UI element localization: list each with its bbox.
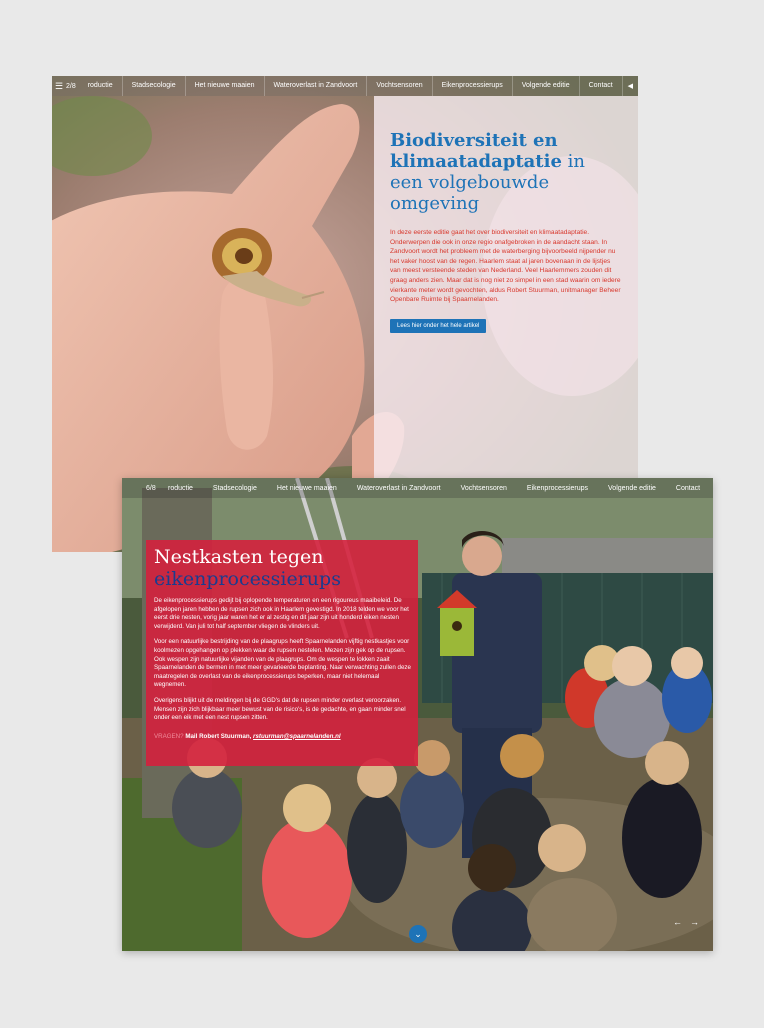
- top-navigation: [122, 478, 713, 498]
- read-article-button[interactable]: Lees hier onder het hele artikel: [390, 319, 486, 333]
- contact-line: [154, 733, 412, 740]
- nav-item-volgende-editie[interactable]: Volgende editie: [608, 484, 656, 492]
- page-indicator: 6/8: [146, 484, 156, 492]
- nav-item-vochtsensoren[interactable]: Vochtsensoren: [460, 484, 507, 492]
- contact-email-link[interactable]: rstuurman@spaarnelanden.nl: [253, 732, 341, 740]
- nav-item-het-nieuwe-maaien[interactable]: Het nieuwe maaien: [276, 484, 337, 492]
- contact-label: Mail Robert Stuurman,: [185, 732, 254, 740]
- chevron-down-icon[interactable]: ⌄: [409, 925, 427, 943]
- nav-item-introductie[interactable]: roductie: [168, 484, 193, 492]
- article-title-bold: Biodiversiteit en klimaatadaptatie: [390, 130, 562, 172]
- nav-item-contact[interactable]: Contact: [675, 484, 701, 492]
- nav-item-het-nieuwe-maaien[interactable]: Het nieuwe maaien: [186, 76, 265, 96]
- article-title-blue: eikenprocessierups: [154, 568, 341, 590]
- nav-item-introductie[interactable]: roductie: [79, 76, 123, 96]
- article-panel: [146, 540, 418, 766]
- article-title-white: Nestkasten tegen: [154, 546, 324, 568]
- nav-item-stadsecologie[interactable]: Stadsecologie: [212, 484, 257, 492]
- article-paragraph-2: Voor een natuurlijke bestrijding van de plaagrups heeft Spaarnelanden vijftig nestkastjes voor koolmezen opgehangen op plekken waar de rupsen nestelen. Mezen zijn gek op de rupsen. Ook wespen zijn natuurlijke vijanden van de plaagrups. Om de wespen te lokken zaait Spaarnelanden de bermen in met meer gevarieerde beplanting. Naar verwachting zullen deze maatregelen de overlast van de eikenprocessierups beperken, maar niet helemaal wegnemen.: [154, 638, 411, 689]
- nav-item-vochtsensoren[interactable]: Vochtsensoren: [367, 76, 432, 96]
- nav-item-wateroverlast[interactable]: Wateroverlast in Zandvoort: [356, 484, 441, 492]
- article-intro-text: In deze eerste editie gaat het over biodiversiteit en klimaatadaptatie. Onderwerpen die ook in onze regio onafgebroken in de aandacht staan. In Zandvoort wordt het probleem met de waterberging bijvoorbeeld nijpender nu het vaker hoost van de regen. Haarlem staat al jaren bovenaan in de lijstjes van meest versteende steden van Nederland. Veel Haarlemmers zouden dit graag anders zien. Maar dat is nog niet zo simpel in een stad waarin om iedere vierkante meter wordt gevochten, aldus Robert Stuurman, unitmanager Beheer Openbare Ruimte bij Spaarnelanden.: [390, 229, 621, 304]
- nav-item-stadsecologie[interactable]: Stadsecologie: [123, 76, 186, 96]
- nav-item-volgende-editie[interactable]: Volgende editie: [513, 76, 580, 96]
- hamburger-icon[interactable]: ☰: [54, 80, 64, 91]
- article-title: [390, 130, 622, 214]
- article-title-rest: in een volgebouwde omgeving: [390, 151, 585, 214]
- article-paragraph-1: De eikenprocessierups gedijt bij oplopende temperaturen en een rigoureus maaibeleid. De afgelopen jaren hebben de rupsen zich ook in Haarlem gevestigd. In 2018 telden we voor het eerst drie nesten, vorig jaar waren het er al zestig en dit jaar zijn uit honderd eiken nesten verwijderd. Van juli tot half september vliegen de vlinders uit.: [154, 597, 409, 630]
- chevron-left-icon[interactable]: ←: [673, 917, 682, 927]
- chevron-left-icon[interactable]: ◀: [627, 83, 634, 90]
- contact-prefix: VRAGEN?: [154, 732, 184, 740]
- chevron-right-icon[interactable]: →: [690, 917, 699, 927]
- top-navigation: [52, 76, 638, 96]
- nav-item-eikenprocessierups[interactable]: Eikenprocessierups: [526, 484, 589, 492]
- page-indicator: 2/8: [65, 82, 76, 90]
- article-title: [154, 546, 412, 590]
- screen-nestkasten: [122, 478, 713, 951]
- article-paragraph-3: Overigens blijkt uit de meldingen bij de GGD's dat de rupsen minder overlast veroorzaken. Mensen zijn zich blijkbaar meer bewust van de risico's, is de gedachte, en gaan minder snel onder een eik met een nest rupsen zitten.: [154, 696, 406, 722]
- slide-arrows: [673, 917, 699, 927]
- nav-item-eikenprocessierups[interactable]: Eikenprocessierups: [433, 76, 513, 96]
- nav-item-wateroverlast[interactable]: Wateroverlast in Zandvoort: [265, 76, 368, 96]
- nav-item-contact[interactable]: Contact: [580, 76, 623, 96]
